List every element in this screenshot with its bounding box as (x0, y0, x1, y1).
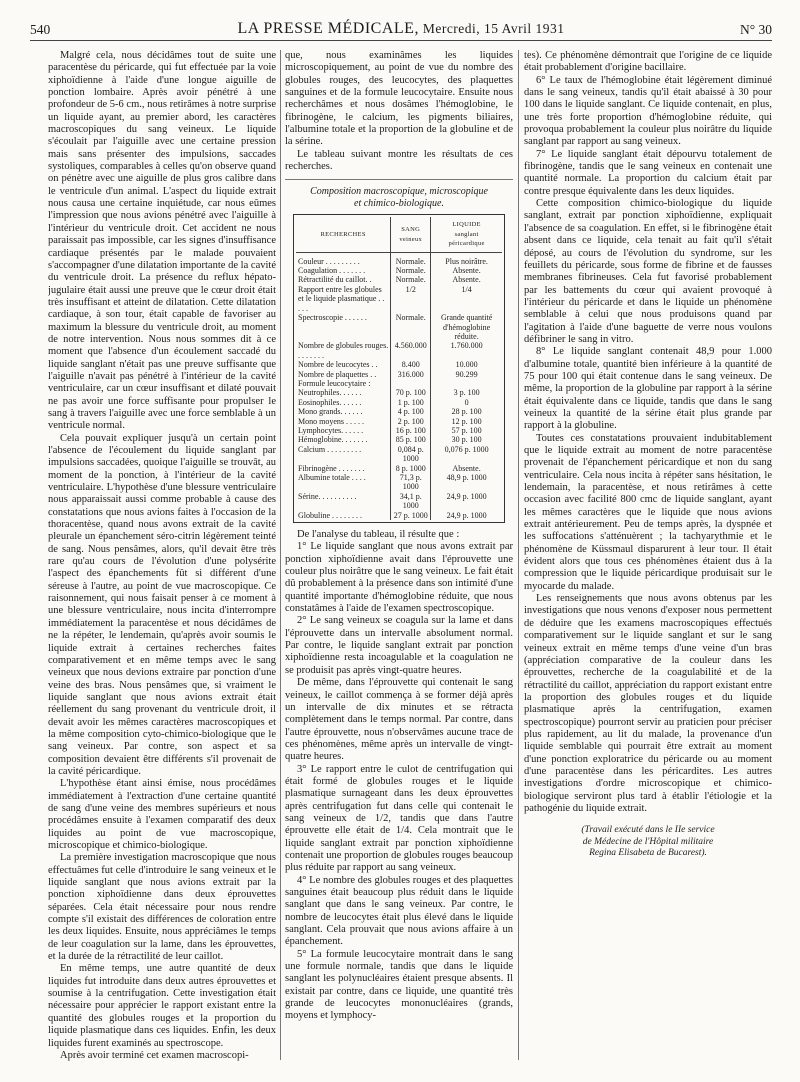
caption-line: et chimico-biologique. (354, 198, 444, 210)
table-cell-value: 2 p. 100 (391, 417, 431, 426)
table-cell-value: Absente. (431, 266, 502, 275)
table-row (296, 473, 502, 492)
paragraph: 5° La formule leucocytaire montrait dans le sang une formule normale, tandis que dans le liquide sanglant les polynucléaires étaient presque absents. Il existait par contre, dans ce liquide, une quantité très grande de leucocytes mononucléaires (grands, moyens et lymphocy- (285, 948, 513, 1022)
table-row (296, 464, 502, 473)
table-cell-label: Nombre de globules rouges. . . . . . . . (298, 341, 389, 360)
table-cell-value: 24,9 p. 1000 (431, 492, 502, 511)
credit-note (524, 825, 772, 860)
paragraph: 4° Le nombre des globules rouges et des plaquettes sanguines était beaucoup plus réduit dans le liquide sanglant que dans le sang veineux. Par contre, le nombre de leucocytes était plus élevé dans le liquide sanglant. Cela prouvait que nous avions affaire à un épanchement. (285, 874, 513, 948)
table-cell-value: 30 p. 100 (431, 435, 502, 444)
table-cell-value: 57 p. 100 (431, 426, 502, 435)
paragraph: 3° Le rapport entre le culot de centrifugation qui était formé de globules rouges et le liquide plasmatique surnageant dans les deux éprouvettes après centrifugation fut dans celle qui contenait le sang veineux de 1/2, tandis que dans l'autre éprouvette elle était de 1/4. Cela montrait que le liquide sanglant extrait par ponction xiphoïdienne contenait une proportion de globules rouges beaucoup plus réduite par rapport au sang veineux. (285, 763, 513, 874)
table-cell-label: Rétractilité du caillot. . (298, 275, 372, 285)
table-cell-value: 0 (431, 398, 502, 407)
table-cell-value: 1/2 (391, 285, 431, 313)
paragraph: Cette composition chimico-biologique du liquide sanglant, extrait par ponction xiphoïdienne, expliquait l'absence de sa coagulation. En effet, si le fibrinogène était absent dans ce liquide, cela tenait au fait qu'il s'était déposé, au cours de l'évolution du syndrome, sur les feuillets du péricarde, sous forme de fibrine et de fausses membranes fibrineuses. Cela fut favorisé probablement par les battements du cœur qui avaient provoqué à l'intérieur du péricarde et dans le liquide un phénomène semblable à celui que nous produisons quand par l'agitation à l'aide d'une baguette de verre nous voulons défibriner le sang in vitro. (524, 198, 772, 345)
issue-date: Mercredi, 15 Avril 1931 (422, 21, 565, 36)
table-cell-value: 316.000 (391, 370, 431, 379)
table-cell-value (431, 379, 502, 388)
table-cell-value: 1/4 (431, 285, 502, 313)
table-cell-label: Nombre de leucocytes . . (298, 360, 378, 370)
table-cell-value: 12 p. 100 (431, 417, 502, 426)
table-cell-label: Fibrinogène . . . . . . . (298, 463, 365, 473)
table-cell-label: Albumine totale . . . . (298, 473, 366, 482)
paragraph: L'hypothèse étant ainsi émise, nous procédâmes immédiatement à l'extraction d'une certaine quantité de sang d'une veine des membres supérieurs et nous procédâmes ensuite à l'examen comparatif des deux liquides au point de vue macroscopique, microscopique et chimico-biologique. (48, 778, 276, 851)
table-cell-value: 48,9 p. 1000 (431, 473, 502, 492)
table-cell-label: Lymphocytes. . . . . . (298, 425, 364, 435)
table-cell-label: Eosinophiles. . . . . . (298, 397, 362, 407)
table-row (296, 252, 502, 266)
paragraph: En même temps, une autre quantité de deux liquides fut introduite dans deux autres éprouvettes et soumise à la centrifugation. Cette investigation était nécessaire pour apprécier le rapport existant entre la quantité des globules rouges et la proportion du liquide plasmatique dans ces liquides. Enfin, les deux liquides furent examinés au spectroscope. (48, 963, 276, 1049)
table-row (296, 360, 502, 369)
table-row (296, 341, 502, 360)
credit-line: Regina Elisabeta de Bucarest). (589, 848, 707, 859)
table-cell-value: 34,1 p. 1000 (391, 492, 431, 511)
table-cell-value: Grande quantité d'hémoglobine réduite. (431, 313, 502, 341)
table-cell-value: 27 p. 1000 (391, 511, 431, 520)
table-cell-label: Formule leucocytaire : (298, 378, 371, 388)
paragraph: De l'analyse du tableau, il résulte que : (297, 529, 460, 541)
table-row (296, 417, 502, 426)
table-cell-label: Spectroscopie . . . . . . (298, 313, 367, 323)
table-cell-label: Globuline . . . . . . . . (298, 510, 362, 520)
table-row (296, 445, 502, 464)
paragraph: 1° Le liquide sanglant que nous avons extrait par ponction xiphoïdienne avait dans l'éprouvette une couleur plus noirâtre que le sang veineux. Le fait était dû probablement à la présence dans son intimité d'une quantité importante d'hémoglobine réduite, que nous constatâmes à l'aide de l'examen spectroscopique. (285, 541, 513, 615)
paragraph: Après avoir terminé cet examen macroscopi- (60, 1049, 249, 1061)
table-cell-value: 10.000 (431, 360, 502, 369)
table-cell-label: Nombre de plaquettes . . (298, 369, 377, 379)
credit-line: (Travail exécuté dans le IIe service (581, 825, 715, 836)
table-cell-value: 70 p. 100 (391, 388, 431, 397)
table-cell-value: 4 p. 100 (391, 407, 431, 416)
table-body (296, 252, 502, 520)
table-cell-label: Couleur . . . . . . . . . (298, 256, 360, 266)
caption-line: Composition macroscopique, microscopique (310, 186, 488, 198)
table-cell-value: Absente. (431, 275, 502, 284)
paragraph: Toutes ces constatations prouvaient indubitablement que le liquide extrait au moment de notre paracentèse provenait de l'épanchement péricardique et non du sang ventriculaire. Cela nous incita à répéter sans hésitation, le lendemain, la paracentèse, et nous retirâmes à cette occasion avec facilité 800 cmc de liquide sanglant, ayant les mêmes caractères que le liquide que nous avions extrait antérieurement. Peu de temps après, la dyspnée et les suffocations s'atténuèrent ; la tachyarythmie et le phénomène de Küssmaul disparurent à leur tour. Il était évident alors que tous ces phénomènes étaient dus à la compression que le liquide péricardique produisait sur le myocarde du malade. (524, 432, 772, 592)
column-rule-right (518, 50, 519, 1060)
table-cell-value: 24,9 p. 1000 (431, 511, 502, 520)
paragraph: Les renseignements que nous avons obtenus par les investigations que nous venons d'exposer nous permettent de déduire que les examens macroscopiques effectués comparativement sur le liquide sanglant et sur le sang veineux extrait en même temps d'une veine d'un bras (appréciation comparative de la couleur dans les éprouvettes, recherche de la coagulabilité et de la rétractilité du caillot, appréciation du rapport existant entre la proportion des globules rouges et du liquide plasmatique après la centrifugation, examen spectroscopique) pourront servir au praticien pour préciser plus rapidement, au lit du malade, la provenance d'un liquide semblable qui pourrait être extrait au moment d'une ponction exploratrice du péricarde ou au moment d'une paracentèse dans les péricardites. Les autres investigations d'ordre microscopique et chimico-biologique serviront plus tard à établir l'étiologie et la pathogénie du liquide extrait. (524, 593, 772, 814)
table-cell-label: Rapport entre les globules et le liquide plasmatique . . . . . (298, 284, 385, 313)
table-row (296, 426, 502, 435)
table-cell-label: Calcium . . . . . . . . . (298, 444, 362, 454)
paragraph: Cela pouvait expliquer jusqu'à un certain point l'absence de l'écoulement du liquide sanglant par impulsions saccadées, quoique l'aiguille se trouvât, au moment de la ponction, à l'intérieur de la cavité ventriculaire. L'hypothèse d'une blessure ventriculaire nous apparaissait aussi comme probable à cause des constatations que nous avions faites à l'occasion de la thoracentèse, quand nous avons extrait de la cavité pleurale un épanchement séro-citrin légèrement teinté de sang. Nous pensâmes, alors, qu'il devait être très rare qu'au cours de l'évolution d'une polysérite l'aspect des épanchements fût si différent d'une séreuse à l'autre, au point de vue macroscopique. Ce raisonnement, qui nous faisait penser à ce moment à une blessure ventriculaire, nous incita d'interrompre immédiatement la paracentèse et nous décidâmes de ne la répéter, le lendemain, qu'après avoir soumis le liquide extrait à certaines recherches faites comparativement et en même temps avec le sang veineux que nous devions extraire par ponction d'une veine des bras. Nous pensâmes que, si vraiment le liquide sanglant que nous avions extrait était réellement du sang provenant du ventricule droit, il devait avoir les mêmes caractères macroscopiques et la même composition cyto-chimico-biologique que le sang veineux. Par contre, son aspect et sa composition devaient être différents s'il provenait de la cavité péricardique. (48, 432, 276, 777)
credit-line: de Médecine de l'Hôpital militaire (582, 836, 714, 847)
paragraph: que, nous examinâmes les liquides microscopiquement, au point de vue du nombre des globules rouges, des leucocytes, des plaquettes sanguines et de la formule leucocytaire. Ensuite nous recherchâmes et nous dosâmes l'hémoglobine, le fibrinogène, le calcium, les pigments biliaires, l'albumine totale et la proportion de la globuline et de la sérine. (285, 50, 513, 148)
issue-number: N° 30 (739, 22, 772, 37)
column-right (524, 50, 772, 1070)
table-header: SANG veineux (391, 217, 431, 252)
table-row (296, 492, 502, 511)
table-cell-value: Normale. (391, 275, 431, 284)
table-row (296, 511, 502, 520)
table-cell-value: Normale. (391, 266, 431, 275)
table-row (296, 379, 502, 388)
paragraph: 7° Le liquide sanglant était dépourvu totalement de fibrinogène, tandis que le sang veineux en contenait une quantité normale. La proportion du calcium était par contre presque équivalente dans les deux liquides. (524, 148, 772, 197)
table-row (296, 285, 502, 313)
journal-title (30, 20, 772, 38)
table-cell-value: 8 p. 1000 (391, 464, 431, 473)
table-cell-value: 16 p. 100 (391, 426, 431, 435)
table-cell-value: Normale. (391, 313, 431, 341)
results-table (293, 214, 505, 523)
table-row (296, 275, 502, 284)
table-row (296, 398, 502, 407)
paragraph: tes). Ce phénomène démontrait que l'origine de ce liquide était probablement d'origine bacillaire. (524, 50, 772, 74)
table-cell-value: Normale. (391, 252, 431, 266)
table-cell-value: 1 p. 100 (391, 398, 431, 407)
table-cell-value (391, 379, 431, 388)
table-header: RECHERCHES (296, 217, 391, 252)
table-row (296, 370, 502, 379)
journal-name: LA PRESSE MÉDICALE, (237, 20, 419, 37)
table-cell-value: Absente. (431, 464, 502, 473)
table-row (296, 266, 502, 275)
table-cell-label: Mono grands. . . . . . (298, 407, 363, 417)
table-cell-label: Coagulation . . . . . . . (298, 266, 366, 276)
paragraph: De même, dans l'éprouvette qui contenait le sang veineux, le caillot commença à se former déjà après un intervalle de dix minutes et se rétracta complètement dans le temps normal. Par contre, dans l'autre éprouvette, nous n'observâmes aucune trace de ces phénomènes, même après un intervalle de vingt-quatre heures. (285, 677, 513, 763)
table-cell-label: Neutrophiles. . . . . . (298, 388, 362, 398)
column-middle (285, 50, 513, 1070)
paragraph: Le tableau suivant montre les résultats de ces recherches. (285, 148, 513, 173)
page-header (30, 18, 772, 41)
table-cell-value: 28 p. 100 (431, 407, 502, 416)
table-cell-value: 0,084 p. 1000 (391, 445, 431, 464)
table-cell-value: 90.299 (431, 370, 502, 379)
table-cell-value: 1.760.000 (431, 341, 502, 360)
column-rule-left (280, 50, 281, 1060)
paragraph: 6° Le taux de l'hémoglobine était légèrement diminué dans le sang veineux, tandis qu'il était abaissé à 30 pour 100 dans le liquide sanglant. Ce liquide contenait, en plus, une très forte proportion d'hémoglobine réduite, qui provoqua probablement la couleur plus noirâtre du liquide sanglant par rapport au sang veineux. (524, 74, 772, 148)
table-cell-value: 3 p. 100 (431, 388, 502, 397)
paragraph: 2° Le sang veineux se coagula sur la lame et dans l'éprouvette dans un intervalle absolument normal. Par contre, le liquide sanglant extrait par ponction xiphoïdienne resta incoagulable et la coagulation ne se produisit pas après vingt-quatre heures. (285, 615, 513, 676)
table-row (296, 407, 502, 416)
table-cell-label: Sérine. . . . . . . . . . (298, 491, 357, 501)
table-row (296, 435, 502, 444)
table-cell-value: 85 p. 100 (391, 435, 431, 444)
table-cell-value: 71,3 p. 1000 (391, 473, 431, 492)
column-left (48, 50, 276, 1070)
paragraph: 8° Le liquide sanglant contenait 48,9 pour 1.000 d'albumine totale, quantité bien inférieure à la quantité de 75 pour 100 qui était contenue dans le sang veineux. De même, la proportion de la globuline par rapport à la sérine était équivalente dans ce liquide, tandis que dans le sang veineux la quantité de la sérine était plus grande par rapport à la globuline. (524, 346, 772, 432)
page-number: 540 (30, 22, 51, 37)
table-row (296, 313, 502, 341)
table-cell-value: Plus noirâtre. (431, 252, 502, 266)
paragraph: La première investigation macroscopique que nous effectuâmes fut celle d'introduire le sang veineux et le liquide sanglant que nous avions extrait par la ponction xiphoïdienne dans deux éprouvettes séparées. Cela était nécessaire pour nous rendre compte s'il existait des différences de coloration entre les deux liquides. Ensuite, nous appréciâmes le temps de leur coagulation sur la lame, dans les éprouvettes, et la durée de la rétractilité de leur caillot. (48, 852, 276, 963)
table-header: LIQUIDE sanglant péricardique (431, 217, 502, 252)
table-cell-value: 8.400 (391, 360, 431, 369)
table-row (296, 388, 502, 397)
table-cell-label: Hémoglobine. . . . . . . (298, 435, 368, 445)
divider (285, 179, 513, 180)
table-cell-value: 4.560.000 (391, 341, 431, 360)
table-cell-value: 0,076 p. 1000 (431, 445, 502, 464)
table-cell-label: Mono moyens . . . . . (298, 416, 364, 426)
paragraph: Malgré cela, nous décidâmes tout de suite une paracentèse du péricarde, qui fut effectuée par la voie xiphoïdienne à l'aide d'une longue aiguille de ponction lombaire. Après avoir pénétré à une profondeur de 5-6 cm., nous retirâmes à notre surprise un liquide ayant, au premier abord, les caractères macroscopiques du sang veineux. Le liquide s'écoulait par l'aiguille avec une certaine pression mais sans présenter des impulsions, saccades systoliques, comparables à celles qu'on observe quand on pénètre avec une aiguille de plus gros calibre dans le ventricule d'un animal. L'aspect du liquide extrait nous causa une certaine inquiétude, car nous eûmes l'impression que nous avions pénétré avec l'aiguille à l'intérieur du ventricule droit. Cet accident ne nous paraissait pas impossible, car les signes d'insuffisance cardiaque présentés par le malade pouvaient s'accompagner d'une dilatation importante de la cavité du ventricule droit. La présence du reflux hépato-jugulaire était aussi une preuve que le cœur droit était très insuffisant et atteint de dilatation. Cette dilatation cardiaque, à son tour, était capable de favoriser au maximum la blessure du ventricule droit, au moment de notre intervention. Nous nous sommes dit à ce moment que l'absence d'un écoulement saccadé du liquide sanglant n'était pas une preuve suffisante que l'aiguille n'avait pas pénétré à l'intérieur de la cavité ventriculaire, car un cœur insuffisant et dilaté pouvait ne pas avoir une force suffisante pour propulser le sang à travers l'aiguille avec une force semblable à un ventricule normal. (48, 50, 276, 432)
table-caption (285, 186, 513, 210)
